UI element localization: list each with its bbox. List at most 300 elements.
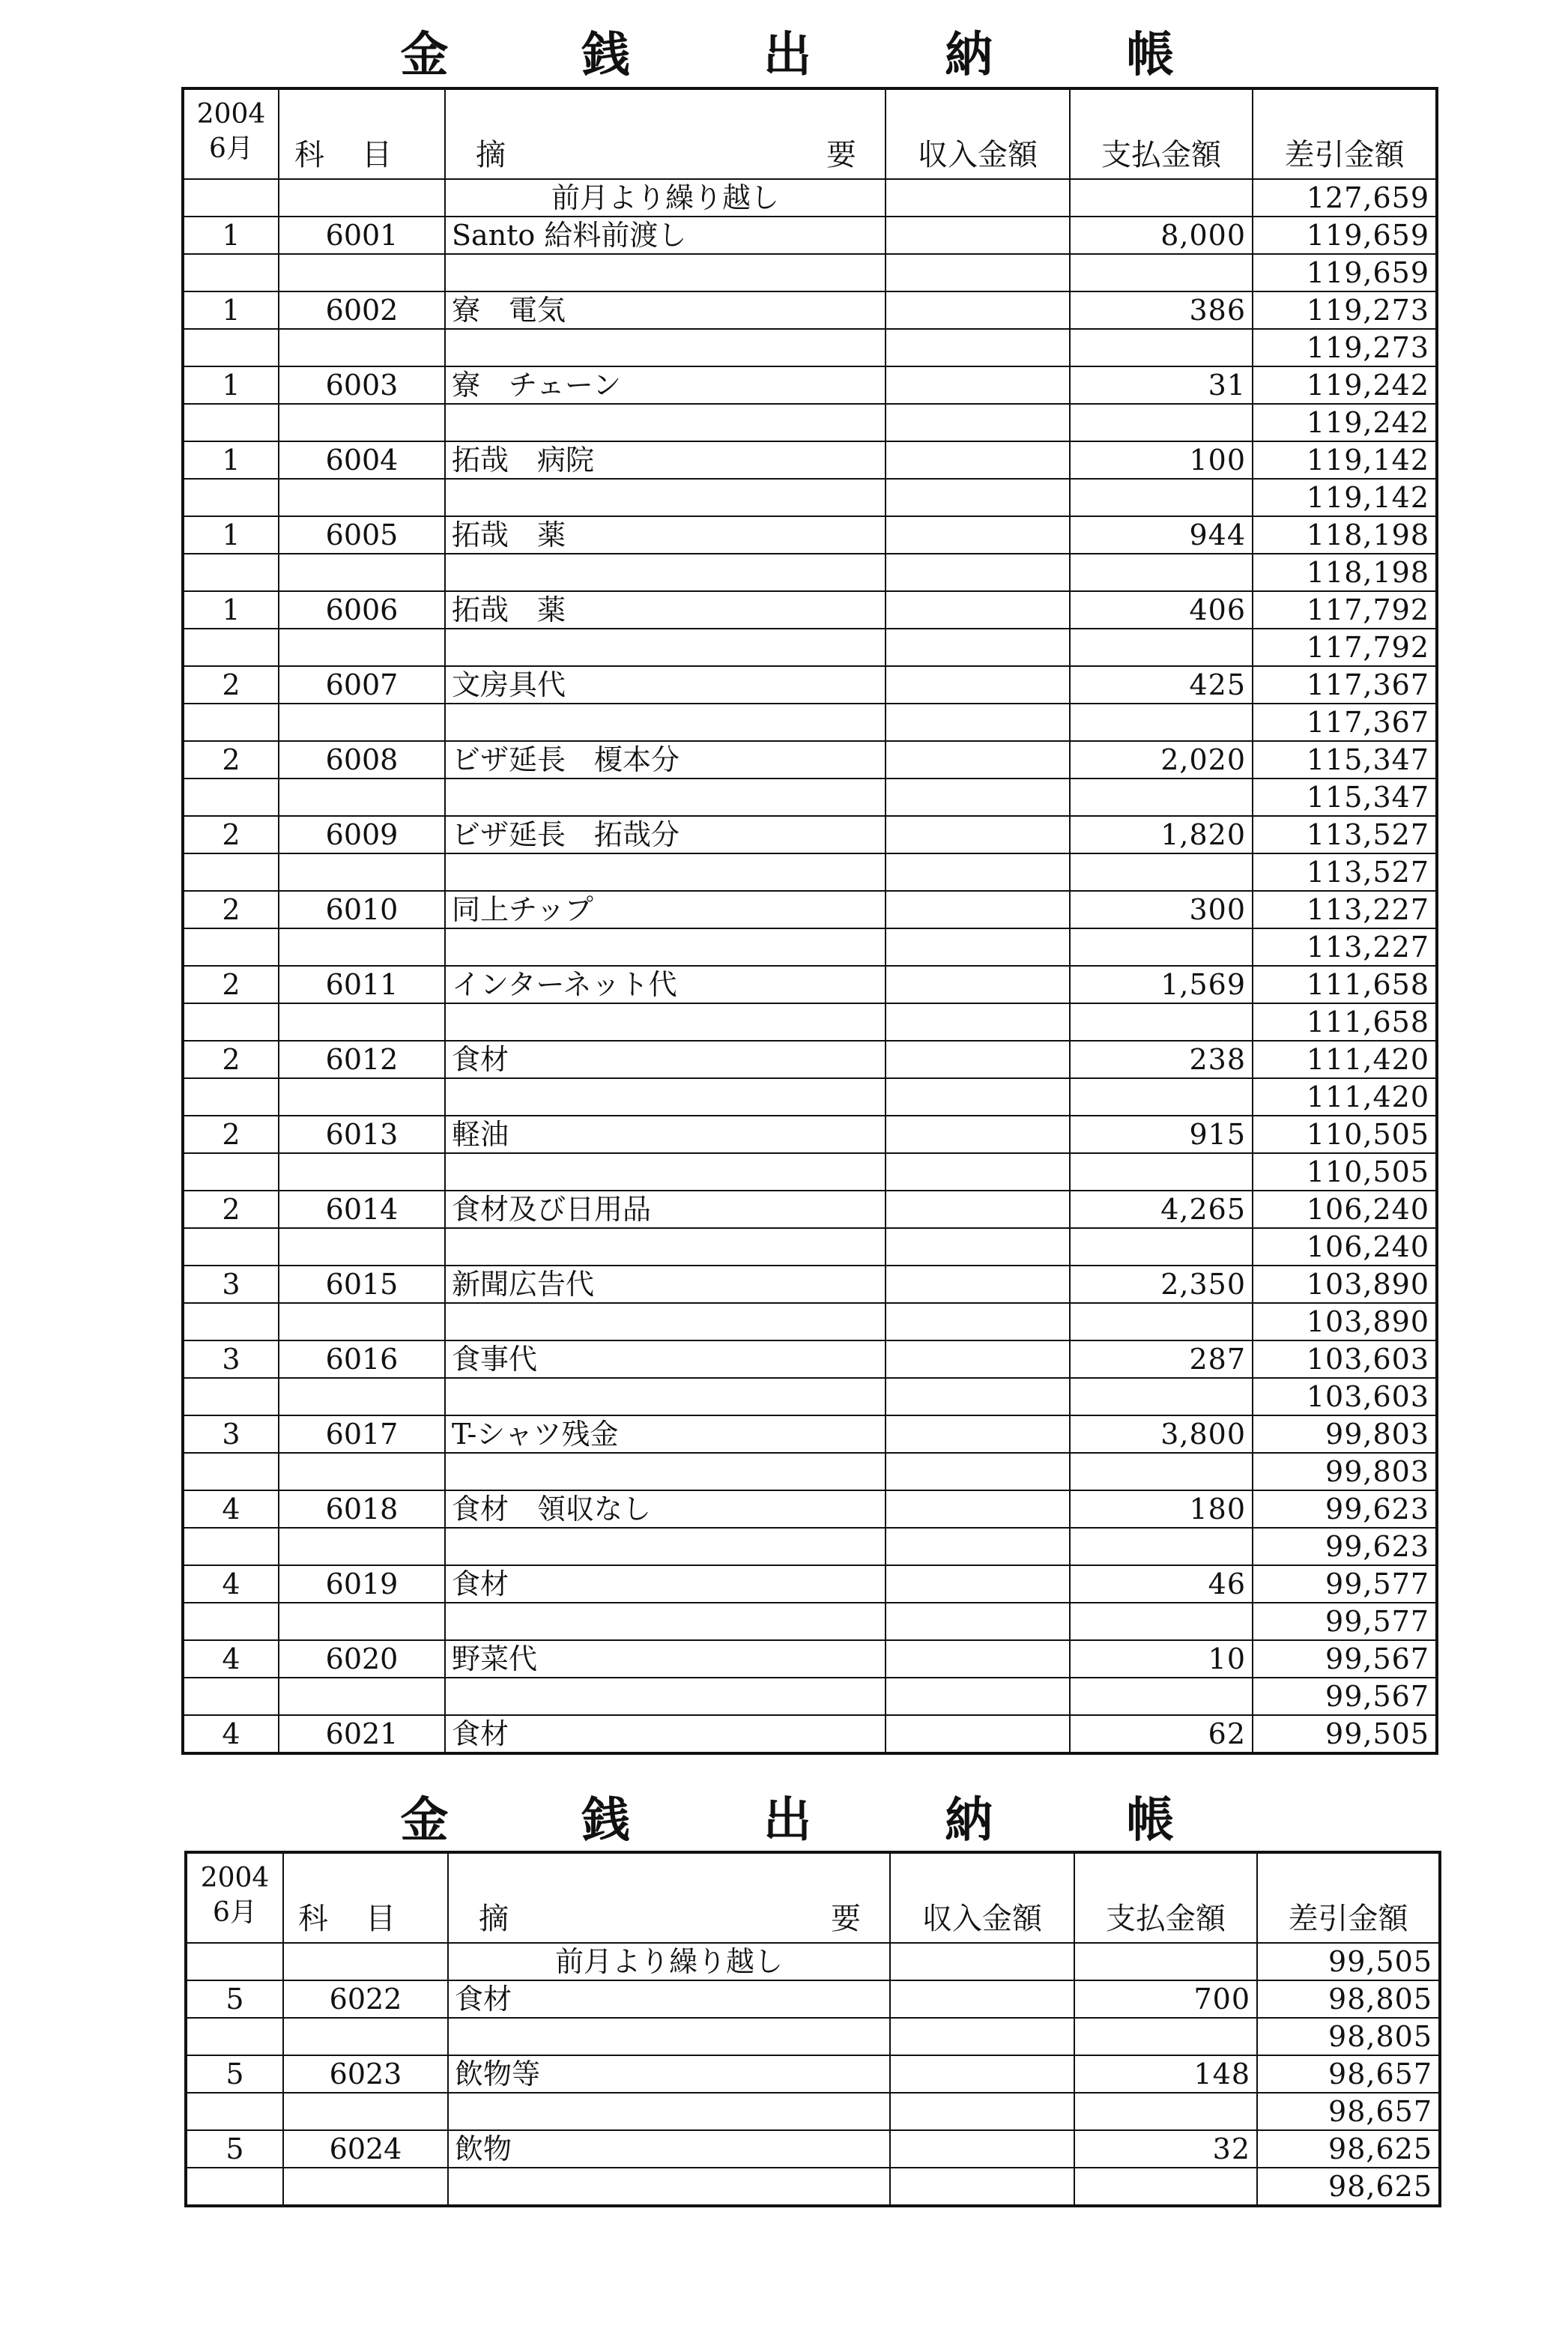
day-cell bbox=[183, 1528, 279, 1565]
payment-cell bbox=[1070, 1603, 1253, 1640]
description-cell bbox=[445, 1078, 886, 1116]
day-cell: 2 bbox=[183, 1116, 279, 1153]
table-row bbox=[183, 1453, 1437, 1490]
account-code-cell: 6005 bbox=[279, 516, 445, 554]
description-cell: 食材 bbox=[448, 1980, 890, 2018]
account-code-cell: 6014 bbox=[279, 1191, 445, 1228]
balance-cell: 111,420 bbox=[1253, 1078, 1437, 1116]
description-cell bbox=[445, 1303, 886, 1340]
account-code-cell: 6010 bbox=[279, 891, 445, 928]
description-cell bbox=[448, 2093, 890, 2130]
account-code-cell: 6001 bbox=[279, 217, 445, 254]
balance-cell: 106,240 bbox=[1253, 1228, 1437, 1266]
income-cell bbox=[886, 217, 1070, 254]
account-code-cell: 6016 bbox=[279, 1340, 445, 1378]
payment-cell: 2,350 bbox=[1070, 1266, 1253, 1303]
description-cell: 拓哉 薬 bbox=[445, 591, 886, 629]
balance-cell: 127,659 bbox=[1253, 179, 1437, 217]
description-cell: 新聞広告代 bbox=[445, 1266, 886, 1303]
table-row bbox=[183, 329, 1437, 366]
balance-cell: 117,792 bbox=[1253, 591, 1437, 629]
balance-cell: 119,142 bbox=[1253, 441, 1437, 479]
day-cell bbox=[186, 2093, 283, 2130]
table-row bbox=[183, 179, 1437, 217]
income-cell bbox=[886, 479, 1070, 516]
description-cell: 前月より繰り越し bbox=[448, 1943, 890, 1980]
income-cell bbox=[886, 554, 1070, 591]
account-code-cell bbox=[279, 1303, 445, 1340]
payment-header: 支払金額 bbox=[1074, 1852, 1257, 1943]
balance-cell: 99,567 bbox=[1253, 1678, 1437, 1715]
day-cell bbox=[183, 1678, 279, 1715]
payment-cell: 10 bbox=[1070, 1640, 1253, 1678]
description-cell bbox=[448, 2018, 890, 2055]
income-cell bbox=[890, 2130, 1074, 2168]
day-cell: 5 bbox=[186, 2130, 283, 2168]
balance-cell: 99,577 bbox=[1253, 1603, 1437, 1640]
description-cell bbox=[445, 629, 886, 666]
balance-cell: 99,567 bbox=[1253, 1640, 1437, 1678]
payment-cell: 425 bbox=[1070, 666, 1253, 704]
day-cell bbox=[183, 1078, 279, 1116]
description-cell: 食材及び日用品 bbox=[445, 1191, 886, 1228]
table-row bbox=[183, 666, 1437, 704]
day-cell bbox=[183, 479, 279, 516]
day-cell: 1 bbox=[183, 591, 279, 629]
description-cell bbox=[445, 1603, 886, 1640]
balance-cell: 103,603 bbox=[1253, 1378, 1437, 1415]
description-cell: 野菜代 bbox=[445, 1640, 886, 1678]
description-cell: 前月より繰り越し bbox=[445, 179, 886, 217]
table-row bbox=[183, 1603, 1437, 1640]
table-row bbox=[183, 366, 1437, 404]
payment-cell: 3,800 bbox=[1070, 1415, 1253, 1453]
income-cell bbox=[886, 1266, 1070, 1303]
day-cell bbox=[183, 629, 279, 666]
income-cell bbox=[886, 329, 1070, 366]
day-cell: 1 bbox=[183, 441, 279, 479]
account-code-cell: 6006 bbox=[279, 591, 445, 629]
account-code-cell bbox=[279, 1078, 445, 1116]
income-cell bbox=[886, 1303, 1070, 1340]
day-cell bbox=[186, 1943, 283, 1980]
payment-cell bbox=[1070, 179, 1253, 217]
table-row bbox=[183, 1041, 1437, 1078]
income-cell bbox=[886, 291, 1070, 329]
payment-cell bbox=[1070, 853, 1253, 891]
day-cell: 1 bbox=[183, 366, 279, 404]
income-cell bbox=[886, 666, 1070, 704]
day-cell bbox=[183, 1153, 279, 1191]
description-cell bbox=[445, 329, 886, 366]
table-row bbox=[183, 891, 1437, 928]
payment-cell bbox=[1070, 629, 1253, 666]
account-code-cell: 6003 bbox=[279, 366, 445, 404]
account-code-cell bbox=[283, 2093, 448, 2130]
table-row bbox=[183, 1228, 1437, 1266]
table-row bbox=[183, 516, 1437, 554]
balance-cell: 99,577 bbox=[1253, 1565, 1437, 1603]
balance-header: 差引金額 bbox=[1253, 88, 1437, 179]
table-row bbox=[183, 816, 1437, 853]
day-cell bbox=[186, 2168, 283, 2206]
day-cell bbox=[183, 329, 279, 366]
income-cell bbox=[886, 404, 1070, 441]
table-row bbox=[183, 1715, 1437, 1753]
income-header: 収入金額 bbox=[886, 88, 1070, 179]
payment-cell bbox=[1070, 554, 1253, 591]
day-cell: 4 bbox=[183, 1490, 279, 1528]
balance-cell: 99,623 bbox=[1253, 1528, 1437, 1565]
payment-cell: 46 bbox=[1070, 1565, 1253, 1603]
income-cell bbox=[886, 1453, 1070, 1490]
day-cell: 1 bbox=[183, 291, 279, 329]
table-row bbox=[183, 1191, 1437, 1228]
income-cell bbox=[890, 2055, 1074, 2093]
income-cell bbox=[886, 1565, 1070, 1603]
account-code-cell: 6022 bbox=[283, 1980, 448, 2018]
table-row bbox=[183, 217, 1437, 254]
balance-cell: 119,242 bbox=[1253, 366, 1437, 404]
table-row bbox=[183, 404, 1437, 441]
balance-cell: 111,420 bbox=[1253, 1041, 1437, 1078]
description-cell: ビザ延長 拓哉分 bbox=[445, 816, 886, 853]
description-cell: 軽油 bbox=[445, 1116, 886, 1153]
balance-cell: 98,657 bbox=[1257, 2093, 1440, 2130]
payment-cell: 238 bbox=[1070, 1041, 1253, 1078]
account-code-cell: 6004 bbox=[279, 441, 445, 479]
balance-cell: 119,659 bbox=[1253, 217, 1437, 254]
balance-cell: 113,227 bbox=[1253, 928, 1437, 966]
table-row bbox=[183, 1678, 1437, 1715]
income-cell bbox=[886, 1415, 1070, 1453]
payment-cell bbox=[1070, 928, 1253, 966]
balance-cell: 117,367 bbox=[1253, 666, 1437, 704]
payment-cell bbox=[1070, 1153, 1253, 1191]
description-cell: 食事代 bbox=[445, 1340, 886, 1378]
description-header bbox=[445, 88, 886, 179]
description-cell: 飲物等 bbox=[448, 2055, 890, 2093]
payment-cell bbox=[1074, 2093, 1257, 2130]
month-label: 6月 bbox=[209, 133, 253, 164]
income-cell bbox=[886, 179, 1070, 217]
income-cell bbox=[886, 1191, 1070, 1228]
account-code-cell bbox=[279, 179, 445, 217]
payment-cell: 62 bbox=[1070, 1715, 1253, 1753]
payment-cell bbox=[1070, 404, 1253, 441]
description-cell bbox=[445, 704, 886, 741]
balance-cell: 99,505 bbox=[1253, 1715, 1437, 1753]
description-cell: 同上チップ bbox=[445, 891, 886, 928]
payment-cell bbox=[1070, 1678, 1253, 1715]
payment-cell: 386 bbox=[1070, 291, 1253, 329]
table-row bbox=[186, 2168, 1440, 2206]
day-cell bbox=[183, 1228, 279, 1266]
account-code-cell bbox=[279, 479, 445, 516]
balance-cell: 119,273 bbox=[1253, 329, 1437, 366]
balance-cell: 115,347 bbox=[1253, 779, 1437, 816]
day-cell bbox=[183, 1453, 279, 1490]
income-cell bbox=[886, 1528, 1070, 1565]
income-cell bbox=[886, 1715, 1070, 1753]
income-cell bbox=[886, 816, 1070, 853]
description-cell bbox=[445, 479, 886, 516]
description-cell bbox=[445, 853, 886, 891]
day-cell bbox=[183, 554, 279, 591]
account-code-cell bbox=[283, 2168, 448, 2206]
balance-cell: 119,659 bbox=[1253, 254, 1437, 291]
payment-cell bbox=[1070, 329, 1253, 366]
balance-cell: 103,890 bbox=[1253, 1266, 1437, 1303]
table-row bbox=[183, 254, 1437, 291]
income-cell bbox=[886, 1078, 1070, 1116]
table-row bbox=[183, 1303, 1437, 1340]
balance-cell: 117,367 bbox=[1253, 704, 1437, 741]
income-cell bbox=[886, 966, 1070, 1003]
income-cell bbox=[890, 1980, 1074, 2018]
payment-cell: 1,569 bbox=[1070, 966, 1253, 1003]
income-cell bbox=[886, 928, 1070, 966]
table-row bbox=[183, 1565, 1437, 1603]
income-cell bbox=[886, 1153, 1070, 1191]
income-cell bbox=[886, 629, 1070, 666]
table-row bbox=[183, 1116, 1437, 1153]
year-label: 2004 bbox=[200, 1863, 270, 1893]
day-cell bbox=[186, 2018, 283, 2055]
table-row bbox=[186, 1980, 1440, 2018]
day-cell: 4 bbox=[183, 1640, 279, 1678]
table-row bbox=[183, 1378, 1437, 1415]
account-code-cell bbox=[279, 1153, 445, 1191]
payment-cell: 300 bbox=[1070, 891, 1253, 928]
description-cell: T-シャツ残金 bbox=[445, 1415, 886, 1453]
day-cell bbox=[183, 404, 279, 441]
table-row bbox=[186, 1943, 1440, 1980]
balance-header: 差引金額 bbox=[1257, 1852, 1440, 1943]
table-row bbox=[183, 741, 1437, 779]
payment-cell: 700 bbox=[1074, 1980, 1257, 2018]
payment-cell: 31 bbox=[1070, 366, 1253, 404]
day-cell: 3 bbox=[183, 1415, 279, 1453]
header-row bbox=[186, 1852, 1440, 1943]
description-cell bbox=[445, 928, 886, 966]
payment-cell: 1,820 bbox=[1070, 816, 1253, 853]
account-code-cell bbox=[279, 853, 445, 891]
table-row bbox=[186, 2018, 1440, 2055]
payment-cell bbox=[1070, 1078, 1253, 1116]
account-code-cell bbox=[279, 329, 445, 366]
day-cell: 2 bbox=[183, 666, 279, 704]
balance-cell: 106,240 bbox=[1253, 1191, 1437, 1228]
balance-cell: 98,625 bbox=[1257, 2168, 1440, 2206]
payment-cell: 180 bbox=[1070, 1490, 1253, 1528]
income-cell bbox=[886, 853, 1070, 891]
subject-header: 科目 bbox=[283, 1852, 448, 1943]
payment-cell: 287 bbox=[1070, 1340, 1253, 1378]
balance-cell: 113,527 bbox=[1253, 816, 1437, 853]
income-cell bbox=[890, 2093, 1074, 2130]
income-cell bbox=[886, 741, 1070, 779]
day-cell bbox=[183, 704, 279, 741]
balance-cell: 99,623 bbox=[1253, 1490, 1437, 1528]
table-row bbox=[183, 1415, 1437, 1453]
account-code-cell bbox=[279, 1453, 445, 1490]
income-cell bbox=[886, 1678, 1070, 1715]
table-row bbox=[183, 704, 1437, 741]
description-header-left: 摘 bbox=[476, 138, 506, 172]
payment-cell bbox=[1070, 704, 1253, 741]
balance-cell: 98,805 bbox=[1257, 2018, 1440, 2055]
balance-cell: 99,803 bbox=[1253, 1415, 1437, 1453]
day-cell bbox=[183, 779, 279, 816]
payment-cell bbox=[1070, 1303, 1253, 1340]
description-cell bbox=[445, 1453, 886, 1490]
day-cell: 2 bbox=[183, 741, 279, 779]
balance-cell: 115,347 bbox=[1253, 741, 1437, 779]
table-row bbox=[183, 1003, 1437, 1041]
description-cell bbox=[445, 554, 886, 591]
payment-cell bbox=[1070, 1228, 1253, 1266]
table-row bbox=[183, 291, 1437, 329]
income-cell bbox=[890, 1943, 1074, 1980]
account-code-cell: 6009 bbox=[279, 816, 445, 853]
day-cell bbox=[183, 1303, 279, 1340]
description-cell: 食材 bbox=[445, 1715, 886, 1753]
income-cell bbox=[886, 441, 1070, 479]
account-code-cell: 6012 bbox=[279, 1041, 445, 1078]
ledger-title: 金 銭 出 納 帳 bbox=[400, 1793, 1233, 1848]
day-cell: 4 bbox=[183, 1565, 279, 1603]
description-cell bbox=[445, 1228, 886, 1266]
balance-cell: 110,505 bbox=[1253, 1116, 1437, 1153]
description-cell: 寮 電気 bbox=[445, 291, 886, 329]
payment-cell: 100 bbox=[1070, 441, 1253, 479]
month-label: 6月 bbox=[213, 1897, 257, 1928]
table-row bbox=[186, 2093, 1440, 2130]
day-cell: 2 bbox=[183, 1041, 279, 1078]
payment-cell bbox=[1070, 1528, 1253, 1565]
payment-cell bbox=[1070, 254, 1253, 291]
payment-cell: 915 bbox=[1070, 1116, 1253, 1153]
table-row bbox=[186, 2055, 1440, 2093]
account-code-cell: 6024 bbox=[283, 2130, 448, 2168]
table-row bbox=[183, 1340, 1437, 1378]
income-cell bbox=[886, 704, 1070, 741]
balance-cell: 119,142 bbox=[1253, 479, 1437, 516]
day-cell bbox=[183, 1603, 279, 1640]
ledger-title: 金 銭 出 納 帳 bbox=[400, 28, 1233, 83]
table-row bbox=[186, 2130, 1440, 2168]
account-code-cell: 6023 bbox=[283, 2055, 448, 2093]
balance-cell: 117,792 bbox=[1253, 629, 1437, 666]
description-cell: インターネット代 bbox=[445, 966, 886, 1003]
table-row bbox=[183, 853, 1437, 891]
income-cell bbox=[886, 1378, 1070, 1415]
description-cell: 文房具代 bbox=[445, 666, 886, 704]
day-cell bbox=[183, 1003, 279, 1041]
income-cell bbox=[886, 591, 1070, 629]
balance-cell: 118,198 bbox=[1253, 554, 1437, 591]
account-code-cell bbox=[279, 928, 445, 966]
account-code-cell bbox=[279, 1228, 445, 1266]
table-row bbox=[183, 554, 1437, 591]
income-cell bbox=[886, 1116, 1070, 1153]
income-cell bbox=[886, 1041, 1070, 1078]
description-cell bbox=[445, 1003, 886, 1041]
account-code-cell bbox=[279, 1003, 445, 1041]
description-cell bbox=[445, 1378, 886, 1415]
account-code-cell: 6011 bbox=[279, 966, 445, 1003]
account-code-cell bbox=[279, 704, 445, 741]
description-cell bbox=[448, 2168, 890, 2206]
income-cell bbox=[886, 254, 1070, 291]
account-code-cell bbox=[279, 1603, 445, 1640]
day-cell: 5 bbox=[186, 2055, 283, 2093]
description-header-right: 要 bbox=[826, 138, 856, 172]
day-cell: 2 bbox=[183, 1191, 279, 1228]
account-code-cell bbox=[283, 2018, 448, 2055]
description-cell: Santo 給料前渡し bbox=[445, 217, 886, 254]
day-cell: 3 bbox=[183, 1266, 279, 1303]
table-row bbox=[183, 441, 1437, 479]
account-code-cell: 6008 bbox=[279, 741, 445, 779]
balance-cell: 111,658 bbox=[1253, 1003, 1437, 1041]
payment-cell bbox=[1074, 2018, 1257, 2055]
description-cell: 拓哉 薬 bbox=[445, 516, 886, 554]
description-header bbox=[448, 1852, 890, 1943]
income-header: 収入金額 bbox=[890, 1852, 1074, 1943]
payment-cell: 148 bbox=[1074, 2055, 1257, 2093]
table-row bbox=[183, 1640, 1437, 1678]
description-header-right: 要 bbox=[831, 1902, 861, 1936]
account-code-cell: 6007 bbox=[279, 666, 445, 704]
payment-cell bbox=[1070, 1003, 1253, 1041]
day-cell: 2 bbox=[183, 891, 279, 928]
table-row bbox=[183, 1490, 1437, 1528]
table-row bbox=[183, 1528, 1437, 1565]
description-cell bbox=[445, 1678, 886, 1715]
account-code-cell bbox=[279, 1678, 445, 1715]
payment-header: 支払金額 bbox=[1070, 88, 1253, 179]
description-cell bbox=[445, 1153, 886, 1191]
description-cell: ビザ延長 榎本分 bbox=[445, 741, 886, 779]
table-row bbox=[183, 966, 1437, 1003]
income-cell bbox=[886, 1640, 1070, 1678]
table-row bbox=[183, 928, 1437, 966]
account-code-cell: 6015 bbox=[279, 1266, 445, 1303]
day-cell bbox=[183, 1378, 279, 1415]
balance-cell: 110,505 bbox=[1253, 1153, 1437, 1191]
account-code-cell bbox=[279, 254, 445, 291]
balance-cell: 119,242 bbox=[1253, 404, 1437, 441]
balance-cell: 111,658 bbox=[1253, 966, 1437, 1003]
income-cell bbox=[886, 1490, 1070, 1528]
table-row bbox=[183, 1078, 1437, 1116]
account-code-cell bbox=[279, 779, 445, 816]
account-code-cell bbox=[283, 1943, 448, 1980]
subject-header: 科目 bbox=[279, 88, 445, 179]
table-row bbox=[183, 591, 1437, 629]
table-row bbox=[183, 479, 1437, 516]
table-row bbox=[183, 1266, 1437, 1303]
cash-ledger-table bbox=[184, 1851, 1441, 2207]
description-cell: 拓哉 病院 bbox=[445, 441, 886, 479]
day-cell: 2 bbox=[183, 966, 279, 1003]
payment-cell: 406 bbox=[1070, 591, 1253, 629]
income-cell bbox=[886, 366, 1070, 404]
payment-cell: 32 bbox=[1074, 2130, 1257, 2168]
balance-cell: 98,657 bbox=[1257, 2055, 1440, 2093]
